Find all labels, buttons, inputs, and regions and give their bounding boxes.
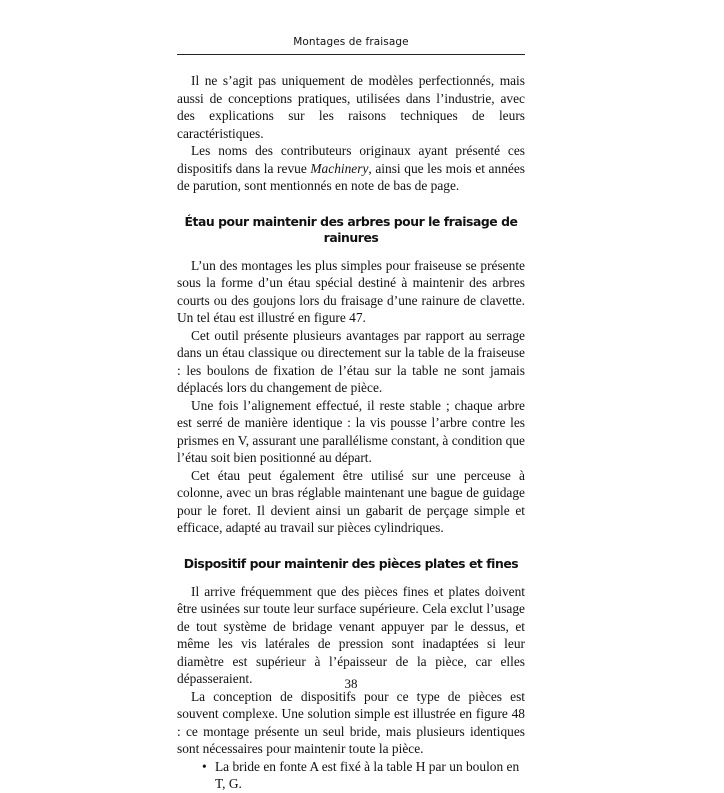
intro-paragraph-1: Il ne s’agit pas uniquement de modèles perfectionnés, mais aussi de conceptions pratiques, utilisées dans l’industrie, avec des explications sur les raisons techniques de leurs caractéristiques. <box>177 73 525 141</box>
intro-paragraph-2-start: Les noms des contributeurs originaux ayant présenté ces dispositifs dans la revue <box>177 143 525 176</box>
bullet-icon: • <box>202 758 207 774</box>
page-number: 38 <box>344 676 358 691</box>
header-rule <box>177 54 525 55</box>
intro-paragraph-2 <box>177 142 525 195</box>
vise-paragraph-2: Cet outil présente plusieurs avantages par rapport au serrage dans un étau classique ou directement sur la table de la fraiseuse : les boulons de fixation de l’étau sur la table ne sont jamais déplacés lors du changement de pièce. <box>177 327 525 395</box>
vise-paragraph-3: Une fois l’alignement effectué, il reste stable ; chaque arbre est serré de manière identique : la vis pousse l’arbre contre les prismes en V, assurant une parallélisme constant, à condition que l’étau soit bien positionné au départ. <box>177 397 525 465</box>
intro-paragraph-2-end: , ainsi que les mois et années de parution, sont mentionnés en note de bas de page. <box>177 160 525 193</box>
section-heading-flat-parts: Dispositif pour maintenir des pièces plates et fines <box>183 555 519 571</box>
list-item-text: La bride en fonte A est fixé à la table H par un boulon en T, G. <box>215 758 520 791</box>
magazine-title: Machinery <box>310 160 369 176</box>
vise-paragraph-1: L’un des montages les plus simples pour fraiseuse se présente sous la forme d’un étau spécial destiné à maintenir des arbres courts ou des goujons lors du fraisage d’une rainure de clavette. Un tel étau est illustré en figure 47. <box>177 257 525 325</box>
flat-parts-paragraph-2: La conception de dispositifs pour ce type de pièces est souvent complexe. Une solution simple est illustrée en figure 48 : ce montage présente un seul bride, mais plusieurs identiques sont nécessaires pour maintenir toute la pièce. <box>177 688 525 756</box>
list-item <box>177 758 525 793</box>
bullet-list <box>177 758 525 793</box>
section-heading-vise: Étau pour maintenir des arbres pour le fraisage de rainures <box>184 213 518 245</box>
vise-paragraph-4: Cet étau peut également être utilisé sur une perceuse à colonne, avec un bras réglable maintenant une bague de guidage pour le foret. Il devient ainsi un gabarit de perçage simple et efficace, adapté au travail sur pièces cylindriques. <box>177 467 525 535</box>
running-header: Montages de fraisage <box>293 36 409 48</box>
flat-parts-paragraph-1: Il arrive fréquemment que des pièces fines et plates doivent être usinées sur toute leur surface supérieure. Cela exclut l’usage de tout système de bridage venant appuyer par le dessus, et même les vis latérales de pression sont inadaptées si leur diamètre est supérieur à l’épaisseur de la pièce, car elles dépasseraient. <box>177 583 525 686</box>
